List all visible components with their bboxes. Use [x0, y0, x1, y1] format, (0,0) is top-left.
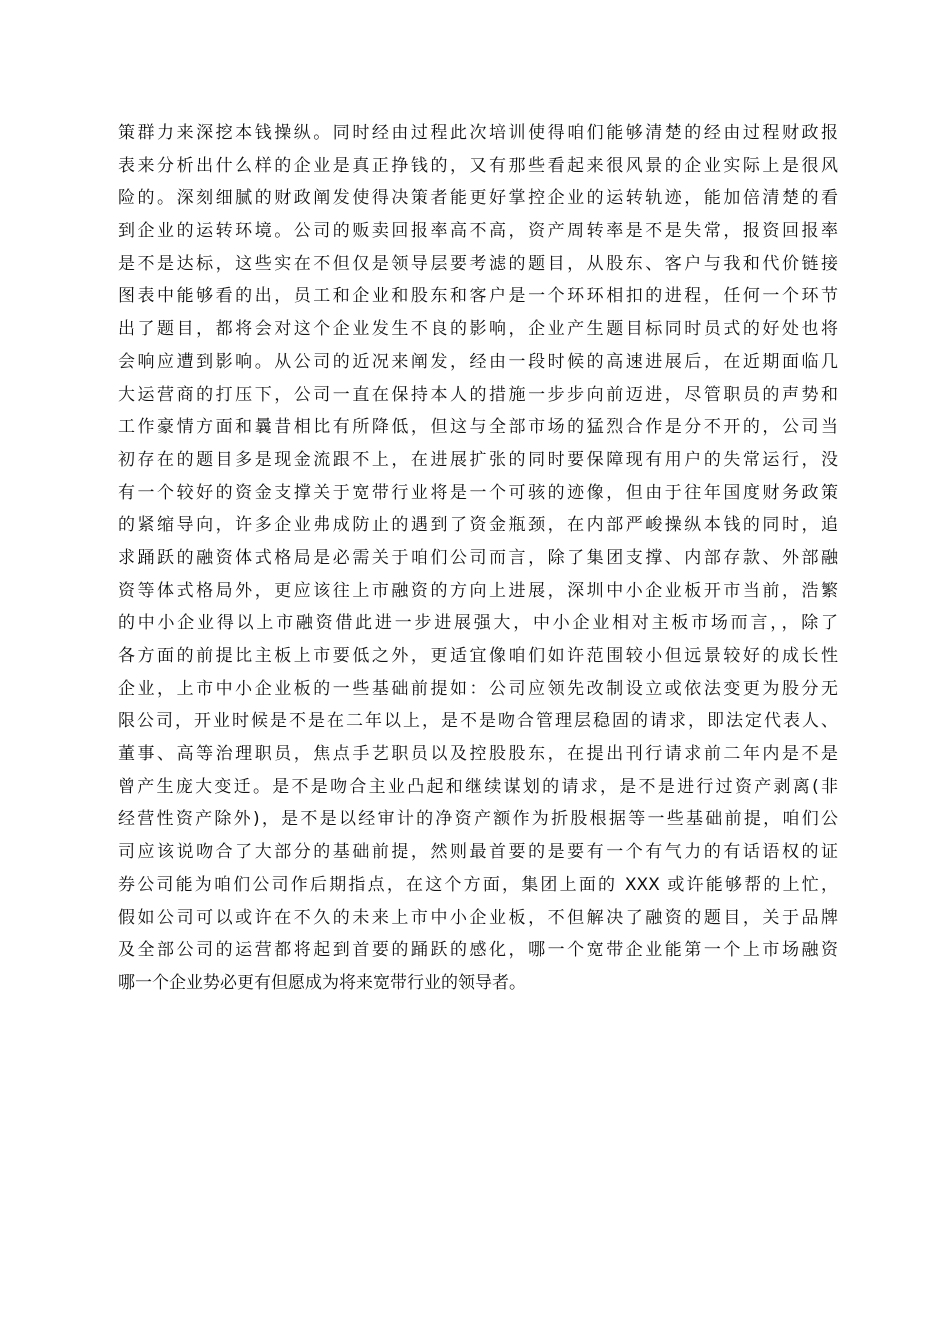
- text-line: 司应该说吻合了大部分的基础前提，然则最首要的是要有一个有气力的有话语权的证: [118, 842, 838, 863]
- body-paragraph: [118, 117, 838, 1000]
- text-line: 是不是达标，这些实在不但仅是领导层要考滤的题目，从股东、客户与我和代价链接: [118, 253, 838, 274]
- text-line: 表来分析出什么样的企业是真正挣钱的，又有那些看起来很风景的企业实际上是很风: [118, 155, 838, 176]
- text-line: 策群力来深挖本钱操纵。同时经由过程此次培训使得咱们能够清楚的经由过程财政报: [118, 123, 838, 143]
- text-line: 资等体式格局外，更应该往上市融资的方向上进展，深圳中小企业板开市当前，浩繁: [118, 580, 838, 601]
- text-line: 的紧缩导向，许多企业弗成防止的遇到了资金瓶颈，在内部严峻操纵本钱的同时，追: [118, 515, 838, 536]
- text-line: 图表中能够看的出，员工和企业和股东和客户是一个环环相扣的进程，任何一个环节: [118, 286, 838, 307]
- text-line: 初存在的题目多是现金流跟不上，在进展扩张的同时要保障现有用户的失常运行，没: [118, 449, 838, 470]
- text-line: 董事、高等治理职员，焦点手艺职员以及控股股东，在提出刊行请求前二年内是不是: [118, 744, 838, 765]
- text-line: 券公司能为咱们公司作后期指点，在这个方面，集团上面的 XXX 或许能够帮的上忙，: [118, 874, 838, 895]
- text-line: 曾产生庞大变迁。是不是吻合主业凸起和继续谋划的请求，是不是进行过资产剥离(非: [118, 776, 838, 797]
- text-line: 工作豪情方面和曩昔相比有所降低，但这与全部市场的猛烈合作是分不开的，公司当: [118, 417, 838, 438]
- text-line: 哪一个企业势必更有但愿成为将来宽带行业的领导者。: [118, 972, 526, 993]
- text-line: 企业，上市中小企业板的一些基础前提如：公司应领先改制设立或依法变更为股分无: [118, 678, 838, 699]
- text-line: 大运营商的打压下，公司一直在保持本人的措施一步步向前迈进，尽管职员的声势和: [118, 384, 838, 405]
- text-line: 及全部公司的运营都将起到首要的踊跃的感化，哪一个宽带企业能第一个上市场融资: [118, 940, 838, 961]
- text-line: 出了题目，都将会对这个企业发生不良的影响，企业产生题目标同时员式的好处也将: [118, 319, 838, 340]
- text-line: 假如公司可以或许在不久的未来上市中小企业板，不但解决了融资的题目，关于品牌: [118, 907, 838, 928]
- text-line: 经营性资产除外)，是不是以经审计的净资产额作为折股根据等一些基础前提，咱们公: [118, 809, 838, 830]
- text-line: 险的。深刻细腻的财政阐发使得决策者能更好掌控企业的运转轨迹，能加倍清楚的看: [118, 188, 838, 209]
- text-line: 限公司，开业时候是不是在二年以上，是不是吻合管理层稳固的请求，即法定代表人、: [118, 711, 838, 732]
- text-line: 会响应遭到影响。从公司的近况来阐发，经由一段时候的高速进展后，在近期面临几: [118, 351, 838, 372]
- text-line: 到企业的运转环境。公司的贩卖回报率高不高，资产周转率是不是失常，报资回报率: [118, 221, 838, 242]
- text-line: 各方面的前提比主板上市要低之外，更适宜像咱们如许范围较小但远景较好的成长性: [118, 646, 838, 666]
- text-line: 有一个较好的资金支撑关于宽带行业将是一个可骇的迹像，但由于往年国度财务政策: [118, 482, 838, 503]
- text-line: 的中小企业得以上市融资借此进一步进展强大，中小企业相对主板市场而言，，除了: [118, 613, 838, 634]
- text-line: 求踊跃的融资体式格局是必需关于咱们公司而言，除了集团支撑、内部存款、外部融: [118, 547, 838, 568]
